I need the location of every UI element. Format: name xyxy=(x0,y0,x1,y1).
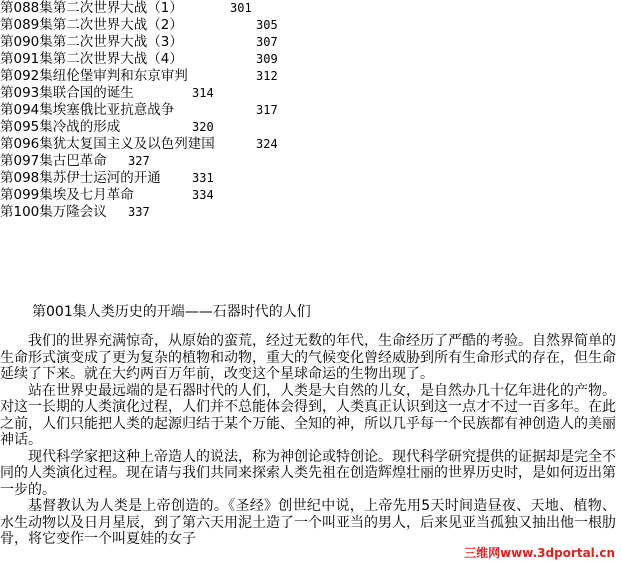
toc-entry[interactable] xyxy=(0,136,621,153)
toc-entry-page: 309 xyxy=(256,52,278,66)
watermark-logo: 三维网www.3dportal.cn xyxy=(464,546,615,560)
toc-entry-title: 第088集第二次世界大战（1） xyxy=(0,0,183,16)
toc-entry[interactable] xyxy=(0,34,621,51)
toc-entry-page: 314 xyxy=(192,86,214,100)
table-of-contents xyxy=(0,0,621,221)
toc-entry[interactable] xyxy=(0,85,621,102)
toc-entry-page: 301 xyxy=(230,1,252,15)
toc-entry-title: 第095集冷战的形成 xyxy=(0,119,121,135)
toc-entry-title: 第097集古巴革命 xyxy=(0,153,107,169)
toc-entry-title: 第091集第二次世界大战（4） xyxy=(0,51,183,67)
toc-entry-page: 320 xyxy=(192,120,214,134)
toc-entry[interactable] xyxy=(0,68,621,85)
toc-entry-title: 第096集犹太复国主义及以色列建国 xyxy=(0,136,215,152)
toc-entry-page: 337 xyxy=(128,205,150,219)
toc-entry-title: 第090集第二次世界大战（3） xyxy=(0,34,183,50)
toc-entry-page: 305 xyxy=(256,18,278,32)
toc-entry-page: 334 xyxy=(192,188,214,202)
toc-entry-title: 第099集埃及七月革命 xyxy=(0,187,134,203)
toc-entry-title: 第092集纽伦堡审判和东京审判 xyxy=(0,68,188,84)
chapter-body xyxy=(0,333,616,548)
toc-entry-page: 317 xyxy=(256,103,278,117)
toc-entry-page: 324 xyxy=(256,137,278,151)
toc-entry-title: 第089集第二次世界大战（2） xyxy=(0,17,183,33)
chapter-heading: 第001集人类历史的开端——石器时代的人们 xyxy=(32,304,311,320)
body-paragraph: 基督教认为人类是上帝创造的。《圣经》创世纪中说，上帝先用5天时间造昼夜、天地、植物、水生动物以及日月星辰，到了第六天用泥土造了一个叫亚当的男人，后来见亚当孤独又抽出他一根肋骨，将它变作一个叫夏娃的女子 xyxy=(0,498,616,547)
toc-entry[interactable] xyxy=(0,204,621,221)
toc-entry[interactable] xyxy=(0,51,621,68)
toc-entry-page: 331 xyxy=(192,171,214,185)
toc-entry-title: 第094集埃塞俄比亚抗意战争 xyxy=(0,102,175,118)
toc-entry-title: 第098集苏伊士运河的开通 xyxy=(0,170,161,186)
toc-entry[interactable] xyxy=(0,102,621,119)
toc-entry-page: 312 xyxy=(256,69,278,83)
body-paragraph: 站在世界史最远端的是石器时代的人们，人类是大自然的儿女，是自然办几十亿年进化的产物。对这一长期的人类演化过程，人们并不总能体会得到，人类真正认识到这一点才不过一百多年。在此之前，人们只能把人类的起源归结于某个万能、全知的神，所以几乎每一个民族都有神创造人的美丽神话。 xyxy=(0,382,616,448)
toc-entry-page: 327 xyxy=(128,154,150,168)
toc-entry[interactable] xyxy=(0,119,621,136)
toc-entry-title: 第100集万隆会议 xyxy=(0,204,107,220)
toc-entry[interactable] xyxy=(0,187,621,204)
toc-entry[interactable] xyxy=(0,153,621,170)
toc-entry[interactable] xyxy=(0,17,621,34)
body-paragraph: 现代科学家把这种上帝造人的说法，称为神创论或特创论。现代科学研究提供的证据却是完全不同的人类演化过程。现在请与我们共同来探索人类先祖在创造辉煌壮丽的世界历史时，是如何迈出第一步的。 xyxy=(0,448,616,498)
toc-entry[interactable] xyxy=(0,0,621,17)
toc-entry-page: 307 xyxy=(256,35,278,49)
body-paragraph: 我们的世界充满惊奇，从原始的蛮荒，经过无数的年代，生命经历了严酷的考验。自然界简单的生命形式演变成了更为复杂的植物和动物，重大的气候变化曾经威胁到所有生命形式的存在，但生命延续了下来。就在大约两百万年前，改变这个星球命运的生物出现了。 xyxy=(0,333,616,382)
toc-entry-title: 第093集联合国的诞生 xyxy=(0,85,134,101)
toc-entry[interactable] xyxy=(0,170,621,187)
